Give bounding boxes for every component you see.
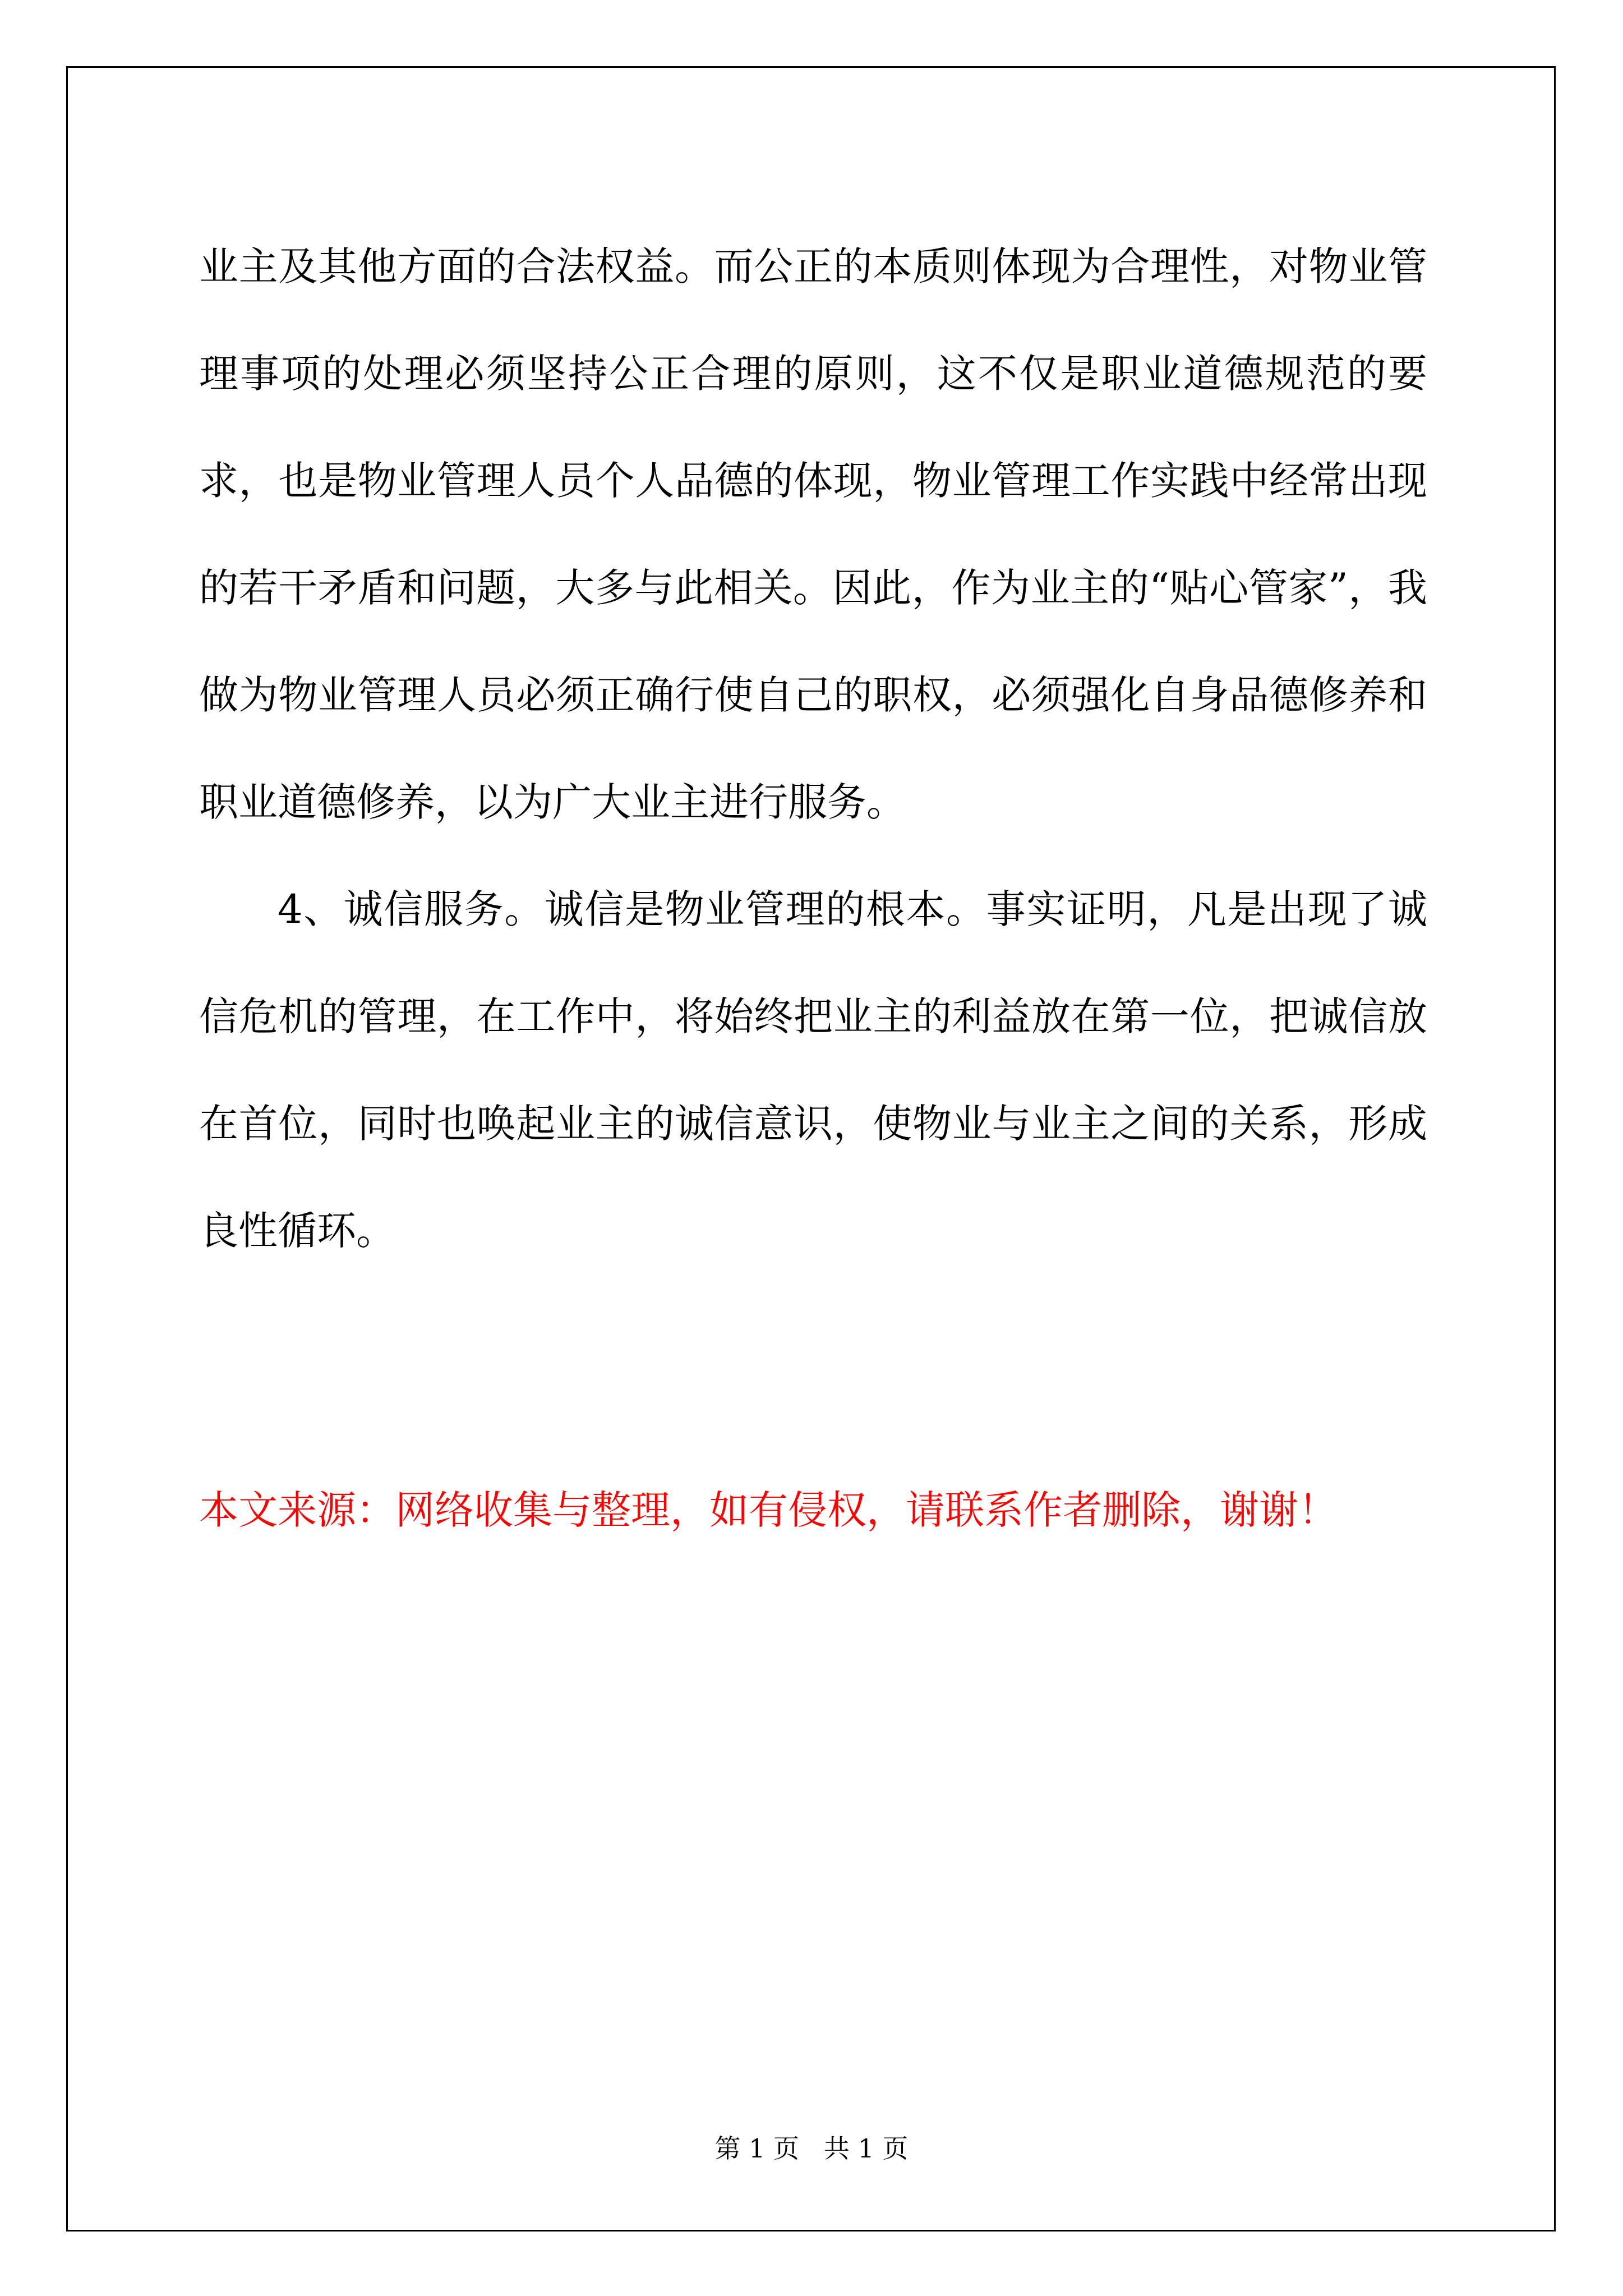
paragraph-1: 业主及其他方面的合法权益。而公正的本质则体现为合理性，对物业管理事项的处理必须坚持公正合理的原则，这不仅是职业道德规范的要求，也是物业管理人员个人品德的体现，物业管理工作实践中经常出现的若干矛盾和问题，大多与此相关。因此，作为业主的“贴心管家”，我做为物业管理人员必须正确行使自己的职权，必须强化自身品德修养和职业道德修养，以为广大业主进行服务。 <box>199 243 1427 825</box>
source-note: 本文来源：网络收集与整理，如有侵权，请联系作者删除，谢谢！ <box>199 1487 1338 1533</box>
document-body <box>199 213 1427 1285</box>
paragraph-2: 4、诚信服务。诚信是物业管理的根本。事实证明，凡是出现了诚信危机的管理，在工作中，将始终把业主的利益放在第一位，把诚信放在首位，同时也唤起业主的诚信意识，使物业与业主之间的关系，形成良性循环。 <box>199 886 1427 1254</box>
page-footer: 第 1 页 共 1 页 <box>714 2133 909 2164</box>
